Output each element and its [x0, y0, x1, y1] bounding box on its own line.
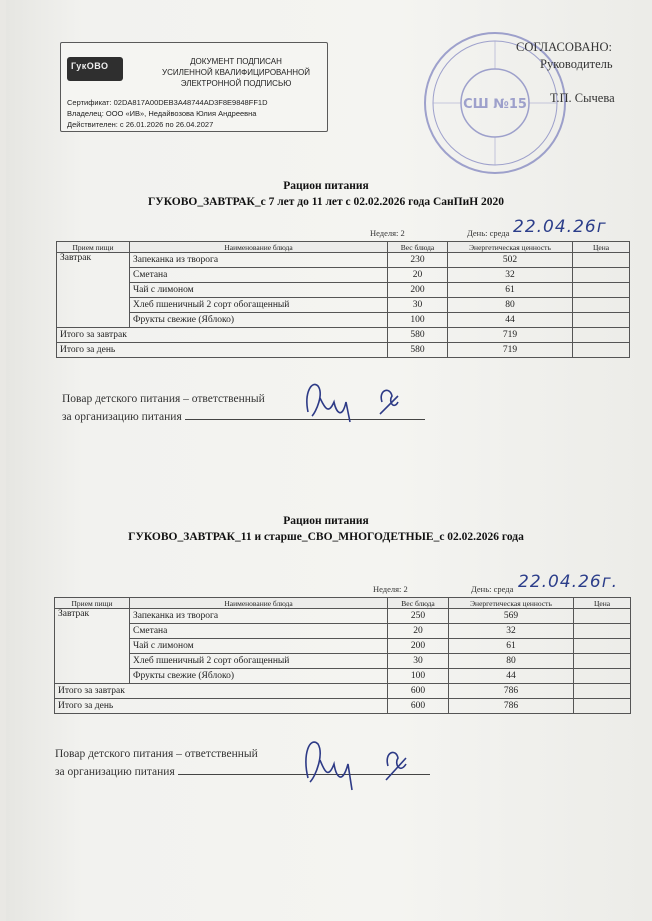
total-day-row: Итого за день 580 719: [57, 343, 630, 358]
header-energy: Энергетическая ценность: [448, 242, 573, 253]
table-row: Фрукты свежие (Яблоко) 100 44: [55, 669, 631, 684]
menu-2-subtitle: ГУКОВО_ЗАВТРАК_11 и старше_СВО_МНОГОДЕТНЫЕ_с 02.02.2026 года: [128, 531, 524, 543]
menu-2-day: День: среда: [471, 584, 514, 594]
signature-mark: [298, 372, 418, 430]
meal-name: Завтрак: [57, 253, 130, 328]
menu-2-week: Неделя: 2: [373, 584, 408, 594]
stamp-center-text: СШ №15: [463, 97, 527, 112]
menu-1-handwritten-date: 22.04.26г: [513, 217, 607, 237]
certificate-validity: Действителен: с 26.01.2026 по 26.04.2027: [67, 120, 214, 129]
table-row: Хлеб пшеничный 2 сорт обогащенный 30 80: [55, 654, 631, 669]
menu-2-table: [54, 597, 631, 714]
header-meal: Прием пищи: [57, 242, 130, 253]
menu-2-title: Рацион питания: [283, 515, 369, 527]
menu-2-handwritten-date: 22.04.26г.: [518, 572, 619, 592]
menu-1-week: Неделя: 2: [370, 228, 405, 238]
certificate-number: Сертификат: 02DA817A00DEB3A48744AD3F8E9848FF1D: [67, 98, 268, 107]
table-row: Чай с лимоном 200 61: [55, 639, 631, 654]
signature-mark: [296, 728, 426, 798]
menu-2-footer: Повар детского питания – ответственный за организацию питания: [55, 746, 430, 780]
menu-1-table: [56, 241, 630, 358]
table-row: Чай с лимоном 200 61: [57, 283, 630, 298]
header-dish: Наименование блюда: [130, 242, 388, 253]
table-row: Хлеб пшеничный 2 сорт обогащенный 30 80: [57, 298, 630, 313]
table-row: Сметана 20 32: [57, 268, 630, 283]
table-header-row: [57, 242, 630, 253]
certificate-heading: ДОКУМЕНТ ПОДПИСАН УСИЛЕННОЙ КВАЛИФИЦИРОВАННОЙ ЭЛЕКТРОННОЙ ПОДПИСЬЮ: [161, 57, 310, 88]
header-price: Цена: [573, 242, 630, 253]
e-signature-certificate: [60, 42, 328, 132]
menu-1-title: Рацион питания: [283, 180, 369, 192]
menu-1-subtitle: ГУКОВО_ЗАВТРАК_с 7 лет до 11 лет с 02.02.2026 года СанПиН 2020: [147, 196, 505, 208]
meal-name: Завтрак: [55, 609, 130, 684]
approval-heading: СОГЛАСОВАНО:: [516, 40, 613, 54]
approval-position: Руководитель: [540, 57, 613, 71]
menu-1-day: День: среда: [467, 228, 510, 238]
company-logo: ГукОВО: [67, 57, 123, 81]
table-row: Завтрак Запеканка из творога 230 502: [57, 253, 630, 268]
table-row: Завтрак Запеканка из творога 250 569: [55, 609, 631, 624]
total-day-row: Итого за день 600 786: [55, 699, 631, 714]
table-row: Сметана 20 32: [55, 624, 631, 639]
footer-line-2: за организацию питания: [62, 411, 182, 423]
certificate-details: [67, 97, 325, 130]
table-row: Фрукты свежие (Яблоко) 100 44: [57, 313, 630, 328]
certificate-owner: Владелец: ООО «ИВ», Недайвозова Юлия Андреевна: [67, 109, 257, 118]
table-header-row: Прием пищи Наименование блюда Вес блюда Энергетическая ценность Цена: [55, 598, 631, 609]
total-breakfast-row: Итого за завтрак 600 786: [55, 684, 631, 699]
approval-name: Т.П. Сычева: [550, 91, 615, 105]
total-breakfast-row: Итого за завтрак 580 719: [57, 328, 630, 343]
footer-line-1: Повар детского питания – ответственный: [62, 393, 265, 405]
header-weight: Вес блюда: [388, 242, 448, 253]
